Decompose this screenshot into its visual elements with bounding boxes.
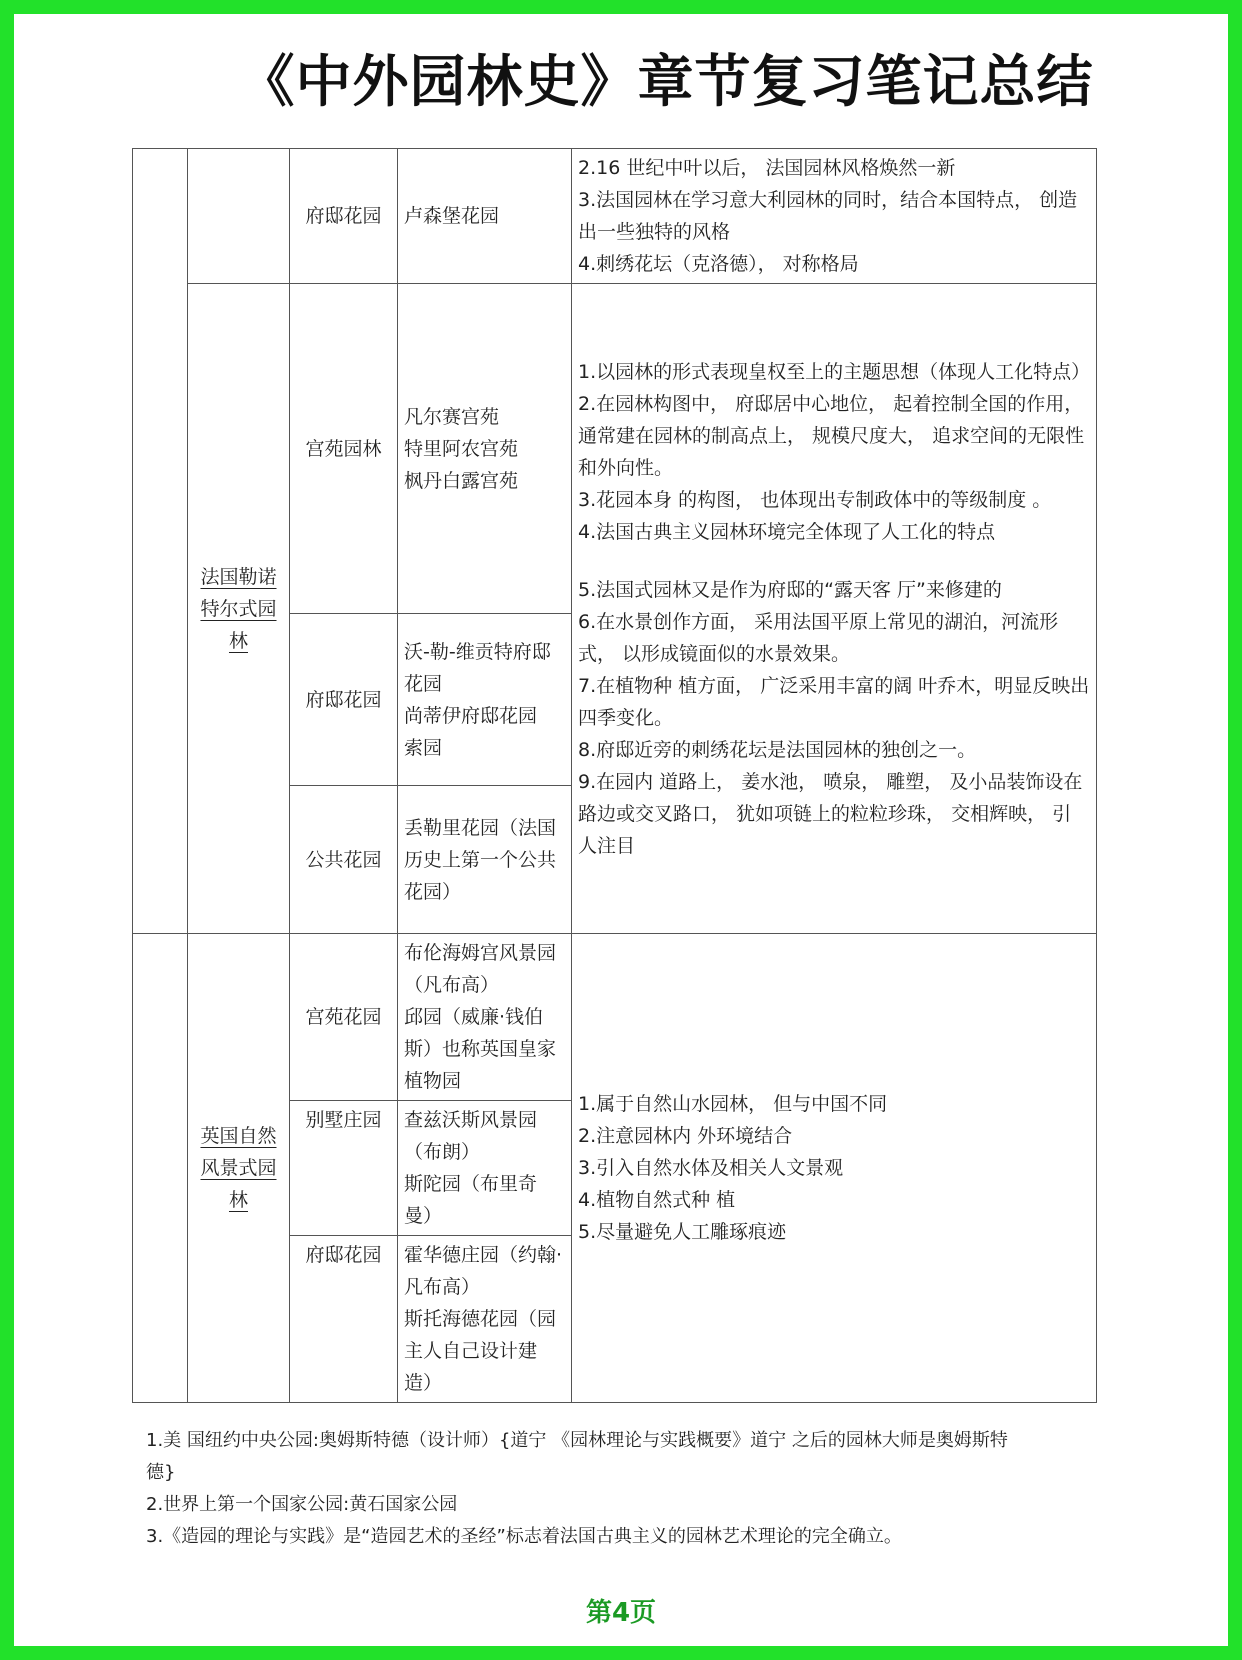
point-item: 3.花园本身 的构图， 也体现出专制政体中的等级制度 。 (578, 488, 1052, 511)
table-row (133, 149, 1097, 284)
footnote-item: 3.《造园的理论与实践》是“造园艺术的圣经”标志着法国古典主义的园林艺术理论的完全确立。 (146, 1526, 902, 1547)
feature-points (572, 934, 1097, 1403)
example-item: 索园 (404, 736, 443, 759)
page-number: 第4页 (585, 1598, 657, 1628)
footnotes (146, 1425, 1026, 1553)
feature-points (572, 284, 1097, 934)
example-item: 尚蒂伊府邸花园 (404, 704, 538, 727)
garden-type: 府邸花园 (290, 614, 398, 786)
point-item: 3.法国园林在学习意大利园林的同时，结合本国特点， 创造出一些独特的风格 (578, 189, 1078, 243)
example-item: 凡尔赛宫苑 (404, 405, 500, 428)
garden-type: 宫苑园林 (290, 284, 398, 614)
category-england (188, 934, 290, 1403)
feature-points (572, 149, 1097, 284)
category-label: 英国自然风景式园林 (200, 1125, 277, 1211)
empty-cell (133, 149, 188, 934)
point-item: 4.刺绣花坛（克洛德）， 对称格局 (578, 253, 859, 275)
example-item: 枫丹白露宫苑 (404, 469, 519, 492)
point-item: 5.尽量避免人工雕琢痕迹 (578, 1221, 787, 1243)
spacer (578, 548, 1090, 574)
example-item: 斯托海德花园（园主人自己设计建造） (404, 1308, 557, 1394)
point-item: 1.以园林的形式表现皇权至上的主题思想（体现人工化特点） (578, 360, 1091, 383)
point-item: 8.府邸近旁的刺绣花坛是法国园林的独创之一。 (578, 738, 977, 761)
point-item: 5.法国式园林又是作为府邸的“露天客 厅”来修建的 (578, 578, 1002, 601)
point-item: 7.在植物种 植方面， 广泛采用丰富的阔 叶乔木，明显反映出四季变化。 (578, 674, 1090, 729)
empty-cell (188, 149, 290, 284)
example-item: 斯陀园（布里奇曼） (404, 1173, 538, 1227)
example-item: 邱园（威廉·钱伯斯）也称英国皇家植物园 (404, 1006, 557, 1092)
garden-type: 公共花园 (290, 786, 398, 934)
point-item: 2.16 世纪中叶以后， 法国园林风格焕然一新 (578, 157, 956, 179)
example-item: 丢勒里花园（法国历史上第一个公共花园） (404, 816, 557, 903)
garden-examples (398, 1236, 572, 1403)
point-item: 4.植物自然式种 植 (578, 1189, 736, 1211)
garden-examples (398, 786, 572, 934)
garden-examples (398, 934, 572, 1101)
garden-type: 府邸花园 (290, 149, 398, 284)
point-item: 4.法国古典主义园林环境完全体现了人工化的特点 (578, 520, 996, 543)
notes-table (132, 148, 1097, 1403)
footnote-item: 2.世界上第一个国家公园:黄石国家公园 (146, 1494, 458, 1515)
example-item: 卢森堡花园 (404, 205, 500, 227)
garden-examples (398, 149, 572, 284)
example-item: 特里阿农宫苑 (404, 437, 519, 460)
point-item: 9.在园内 道路上， 姜水池， 喷泉， 雕塑， 及小品装饰设在路边或交叉路口， 犹如项链上的粒粒珍珠， 交相辉映， 引人注目 (578, 770, 1083, 857)
table-row (133, 284, 1097, 614)
example-item: 布伦海姆宫风景园（凡布高） (404, 942, 557, 996)
example-item: 查兹沃斯风景园（布朗） (404, 1109, 538, 1163)
point-item: 6.在水景创作方面， 采用法国平原上常见的湖泊，河流形式， 以形成镜面似的水景效果。 (578, 610, 1059, 665)
point-item: 2.在园林构图中， 府邸居中心地位， 起着控制全国的作用， 通常建在园林的制高点上， 规模尺度大， 追求空间的无限性和外向性。 (578, 392, 1085, 479)
example-item: 沃-勒-维贡特府邸花园 (404, 640, 551, 695)
garden-type: 府邸花园 (290, 1236, 398, 1403)
category-label: 法国勒诺特尔式园林 (200, 565, 277, 652)
empty-cell (133, 934, 188, 1403)
point-item: 1.属于自然山水园林， 但与中国不同 (578, 1093, 888, 1115)
point-item: 3.引入自然水体及相关人文景观 (578, 1157, 844, 1179)
page-title: 《中外园林史》章节复习笔记总结 (238, 50, 1094, 115)
garden-examples (398, 614, 572, 786)
category-france (188, 284, 290, 934)
garden-type: 别墅庄园 (290, 1101, 398, 1236)
example-item: 霍华德庄园（约翰·凡布高） (404, 1244, 563, 1298)
point-item: 2.注意园林内 外环境结合 (578, 1125, 793, 1147)
garden-examples (398, 1101, 572, 1236)
garden-examples (398, 284, 572, 614)
footnote-item: 1.美 国纽约中央公园:奥姆斯特德（设计师）{道宁 《园林理论与实践概要》道宁 之后的园林大师是奥姆斯特德} (146, 1430, 1008, 1483)
table-row (133, 934, 1097, 1101)
garden-type: 宫苑花园 (290, 934, 398, 1101)
